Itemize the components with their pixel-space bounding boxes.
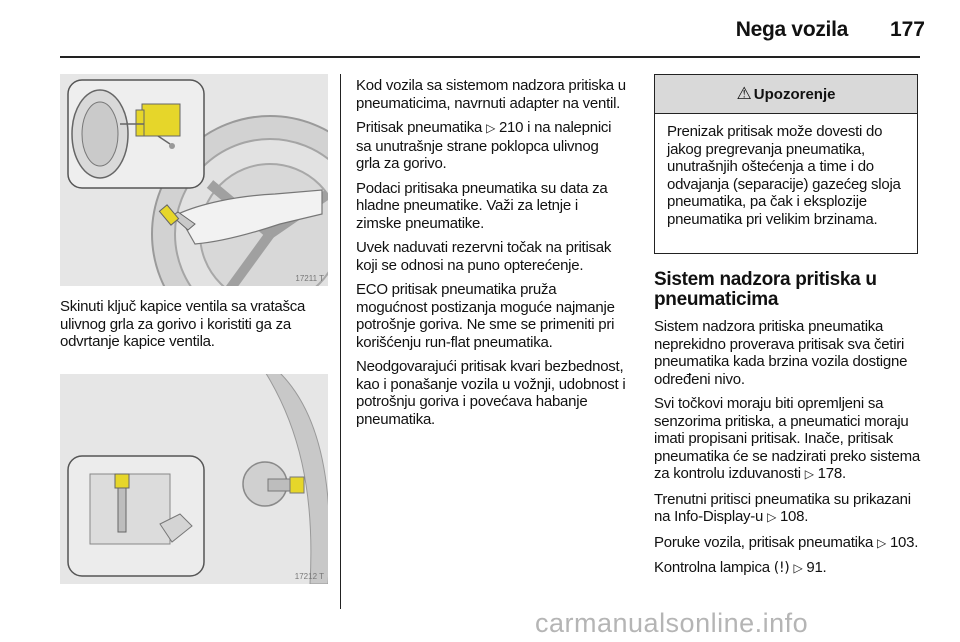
figure-adapter bbox=[60, 374, 328, 584]
page-reference-icon: ▷ bbox=[877, 535, 887, 550]
paragraph-monitoring-intro: Sistem nadzora pritiska pneumatika neprekidno proverava pritisak sva četiri pneumatika kada brzina vozila dostigne određeni nivo. bbox=[654, 318, 908, 388]
page-reference-icon: ▷ bbox=[793, 561, 803, 575]
paragraph-control-lamp bbox=[654, 559, 924, 578]
page-reference-link[interactable]: 103. bbox=[889, 533, 919, 551]
valve-cap-illustration bbox=[60, 74, 328, 286]
tire-pressure-lamp-icon: (!) bbox=[773, 560, 790, 576]
warning-triangle-icon: ⚠ bbox=[736, 84, 752, 103]
page-reference-icon: ▷ bbox=[767, 510, 777, 524]
figure-valve-cap-removal bbox=[60, 74, 328, 286]
middle-column-text bbox=[356, 77, 626, 435]
page-reference-link[interactable]: 108. bbox=[779, 508, 809, 525]
paragraph-spare-wheel: Uvek naduvati rezervni točak na pritisak koji se odnosi na puno opterećenje. bbox=[356, 239, 612, 274]
figure-label: 17211 T bbox=[295, 274, 324, 283]
page-reference-link[interactable]: 91. bbox=[806, 559, 827, 576]
warning-title: Upozorenje bbox=[753, 85, 836, 103]
page-reference-icon: ▷ bbox=[804, 467, 814, 481]
paragraph-text: Trenutni pritisci pneumatika su prikazani na Info-Display-u bbox=[654, 490, 911, 525]
paragraph-text: Svi točkovi moraju biti opremljeni sa senzorima pritiska, a pneumatici moraju imati propisani pritisak. Inače, pritisak pneumatika će se nadzirati preko sistema za kontrolu izduvanosti bbox=[654, 395, 920, 482]
column-divider bbox=[340, 74, 341, 609]
page-reference-icon: ▷ bbox=[486, 121, 496, 135]
adapter-illustration bbox=[60, 374, 328, 584]
paragraph-sensors bbox=[654, 395, 924, 484]
page-reference-link[interactable]: 178. bbox=[817, 465, 846, 482]
warning-header bbox=[655, 75, 917, 114]
warning-text: Prenizak pritisak može dovesti do jakog pregrevanja pneumatika, unutrašnjih oštećenja a time i do odvajanja (separacije) gazećeg sloja pneumatika, pa čak i eksplozije pneumatika pri velikim brzinama. bbox=[667, 123, 901, 228]
page-reference-link[interactable]: 210 bbox=[498, 119, 524, 136]
warning-box bbox=[654, 74, 918, 254]
page-number: 177 bbox=[889, 18, 925, 41]
paragraph-text: Pritisak pneumatika bbox=[356, 119, 487, 136]
paragraph-incorrect-pressure: Neodgovarajući pritisak kvari bezbednost, kao i ponašanje vozila u vožnji, udobnost i potrošnju goriva i povećava habanje pneumatika. bbox=[356, 358, 626, 428]
section-heading: Sistem nadzora pritiska u pneumaticima bbox=[654, 269, 877, 310]
paragraph-text: Poruke vozila, pritisak pneumatika bbox=[654, 533, 878, 551]
watermark: carmanualsonline.info bbox=[535, 608, 809, 638]
paragraph-text: Kontrolna lampica bbox=[654, 559, 774, 576]
paragraph-text: i na nalepnici sa unutrašnje strane poklopca ulivnog grla za gorivo. bbox=[356, 119, 612, 172]
paragraph-cold-tires: Podaci pritisaka pneumatika su data za hladne pneumatike. Važi za letnje i zimske pneumatike. bbox=[356, 179, 608, 232]
running-header-title: Nega vozila bbox=[735, 18, 848, 41]
paragraph-eco-pressure: ECO pritisak pneumatika pruža mogućnost postizanja moguće najmanje potrošnje goriva. Ne sme se primeniti pri korišćenju run-flat pneumatika. bbox=[356, 281, 615, 351]
paragraph-vehicle-messages bbox=[654, 534, 924, 553]
paragraph-info-display bbox=[654, 491, 924, 527]
figure-caption: Skinuti ključ kapice ventila sa vratašca ulivnog grla za gorivo i koristiti ga za odvrtanje kapice ventila. bbox=[60, 298, 306, 350]
figure-label: 17212 T bbox=[294, 572, 324, 581]
right-column-text bbox=[654, 318, 924, 585]
header-rule bbox=[60, 56, 920, 58]
paragraph-tire-pressure bbox=[356, 119, 626, 173]
paragraph-adapter: Kod vozila sa sistemom nadzora pritiska u pneumaticima, navrnuti adapter na ventil. bbox=[356, 77, 626, 112]
